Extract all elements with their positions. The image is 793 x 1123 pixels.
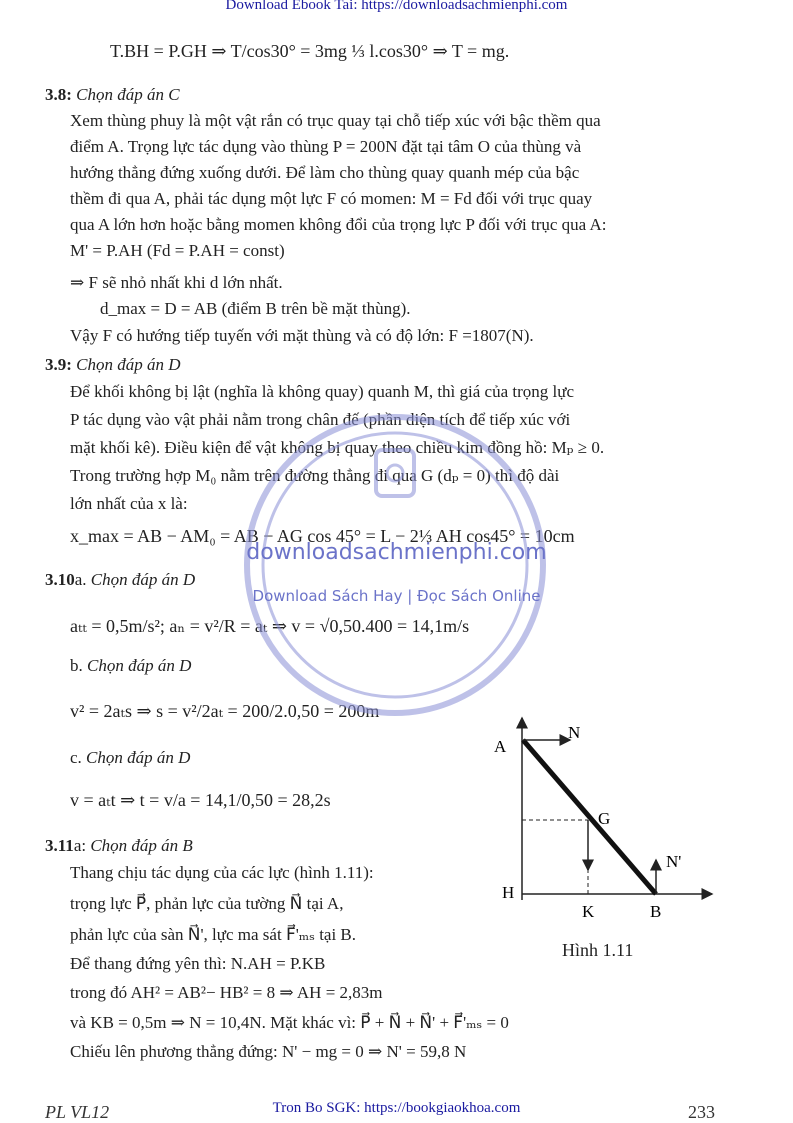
paragraph-line: và KB = 0,5m ⇒ N = 10,4N. Mặt khác vì: P⃗ + N⃗ + N⃗' + F⃗'ₘₛ = 0 — [70, 1013, 509, 1032]
ladder-line — [523, 740, 656, 894]
label-a: A — [494, 737, 507, 756]
paragraph-line: lớn nhất của x là: — [70, 494, 188, 513]
answer-choice: Chọn đáp án D — [90, 570, 196, 589]
top-download-link[interactable]: Download Ebook Tai: https://downloadsachmienphi.com — [225, 0, 568, 13]
paragraph-line: trọng lực P⃗, phản lực của tường N⃗ tại A, — [70, 894, 344, 913]
part-c-heading — [70, 747, 190, 769]
ladder-figure — [480, 712, 720, 922]
label-g: G — [598, 809, 611, 828]
label-n-prime: N' — [666, 852, 682, 871]
answer-choice: Chọn đáp án D — [87, 656, 192, 675]
formula-line: x_max = AB − AM₀ = AB − AG cos 45° = L − 2⅓ AH cos45° = 10cm — [70, 526, 575, 546]
paragraph-line: hướng thẳng đứng xuống dưới. Để làm cho thùng quay quanh mép của bậc — [70, 163, 580, 182]
paragraph-line: Để khối không bị lật (nghĩa là không quay) quanh M, thì giá của trọng lực — [70, 382, 574, 401]
paragraph-line: phản lực của sàn N⃗', lực ma sát F⃗'ₘₛ tại B. — [70, 925, 357, 944]
label-h: H — [502, 883, 515, 902]
paragraph-line: trong đó AH² = AB²− HB² = 8 ⇒ AH = 2,83m — [70, 983, 383, 1002]
paragraph-line: Thang chịu tác dụng của các lực (hình 1.11): — [70, 863, 374, 882]
equation-line: T.BH = P.GH ⇒ T/cos30° = 3mg ⅓ l.cos30° ⇒ T = mg. — [110, 41, 510, 61]
watermark-tagline: Download Sách Hay | Đọc Sách Online — [252, 587, 541, 605]
bottom-link[interactable]: Tron Bo SGK: https://bookgiaokhoa.com — [272, 1100, 521, 1116]
section-3-8-heading — [45, 84, 180, 106]
answer-choice: Chọn đáp án D — [76, 355, 181, 374]
paragraph-line: ⇒ F sẽ nhỏ nhất khi d lớn nhất. — [70, 273, 283, 292]
paragraph-line: Vậy F có hướng tiếp tuyến với mặt thùng và có độ lớn: F =1807(N). — [70, 326, 534, 345]
watermark-logo — [240, 410, 550, 720]
answer-choice: Chọn đáp án B — [90, 836, 193, 855]
section-number: 3.9: — [45, 355, 72, 374]
footer-book-code: PL VL12 — [45, 1102, 110, 1122]
section-number: 3.10 — [45, 570, 75, 589]
watermark-site: downloadsachmienphi.com — [246, 540, 547, 565]
paragraph-line: P tác dụng vào vật phải nằm trong chân đế (phần diện tích để tiếp xúc với — [70, 410, 571, 429]
part-label: b. — [70, 656, 83, 675]
page-number: 233 — [688, 1102, 715, 1122]
paragraph-line: d_max = D = AB (điểm B trên bề mặt thùng). — [100, 299, 411, 318]
label-n: N — [568, 723, 581, 742]
part-b-heading — [70, 655, 191, 677]
paragraph-line: điểm A. Trọng lực tác dụng vào thùng P = 200N đặt tại tâm O của thùng và — [70, 137, 582, 156]
figure-caption: Hình 1.11 — [562, 940, 634, 960]
paragraph-line: thềm đi qua A, phải tác dụng một lực F có momen: M = Fd đối với trục quay — [70, 189, 593, 208]
section-3-9-heading — [45, 354, 181, 376]
section-3-11-heading — [45, 835, 193, 857]
formula-line: v = aₜt ⇒ t = v/a = 14,1/0,50 = 28,2s — [70, 790, 331, 810]
answer-choice: Chọn đáp án C — [76, 85, 180, 104]
section-number: 3.8: — [45, 85, 72, 104]
paragraph-line: qua A lớn hơn hoặc bằng momen không đổi của trọng lực P đối với trục qua A: — [70, 215, 607, 234]
label-b: B — [650, 902, 662, 921]
paragraph-line: Chiếu lên phương thẳng đứng: N' − mg = 0 ⇒ N' = 59,8 N — [70, 1042, 467, 1061]
paragraph-line: Để thang đứng yên thì: N.AH = P.KB — [70, 954, 326, 973]
paragraph-line: mặt khối kê). Điều kiện để vật không bị quay theo chiều kim đồng hồ: Mₚ ≥ 0. — [70, 438, 605, 457]
formula-line: aₜₜ = 0,5m/s²; aₙ = v²/R = aₜ ⇒ v = √0,50.400 = 14,1m/s — [70, 616, 470, 636]
part-label: a. — [74, 570, 87, 589]
formula-line: v² = 2aₜs ⇒ s = v²/2aₜ = 200/2.0,50 = 200m — [70, 701, 380, 721]
paragraph-line: Trong trường hợp M₀ nằm trên đường thẳng đi qua G (dₚ = 0) thì độ dài — [70, 466, 560, 485]
label-k: K — [582, 902, 595, 921]
part-label: a: — [73, 836, 87, 855]
part-label: c. — [70, 748, 82, 767]
paragraph-line: Xem thùng phuy là một vật rắn có trục quay tại chỗ tiếp xúc với bậc thềm qua — [70, 111, 601, 130]
answer-choice: Chọn đáp án D — [86, 748, 191, 767]
section-number: 3.11 — [45, 836, 74, 855]
paragraph-line: M' = P.AH (Fd = P.AH = const) — [70, 241, 285, 260]
